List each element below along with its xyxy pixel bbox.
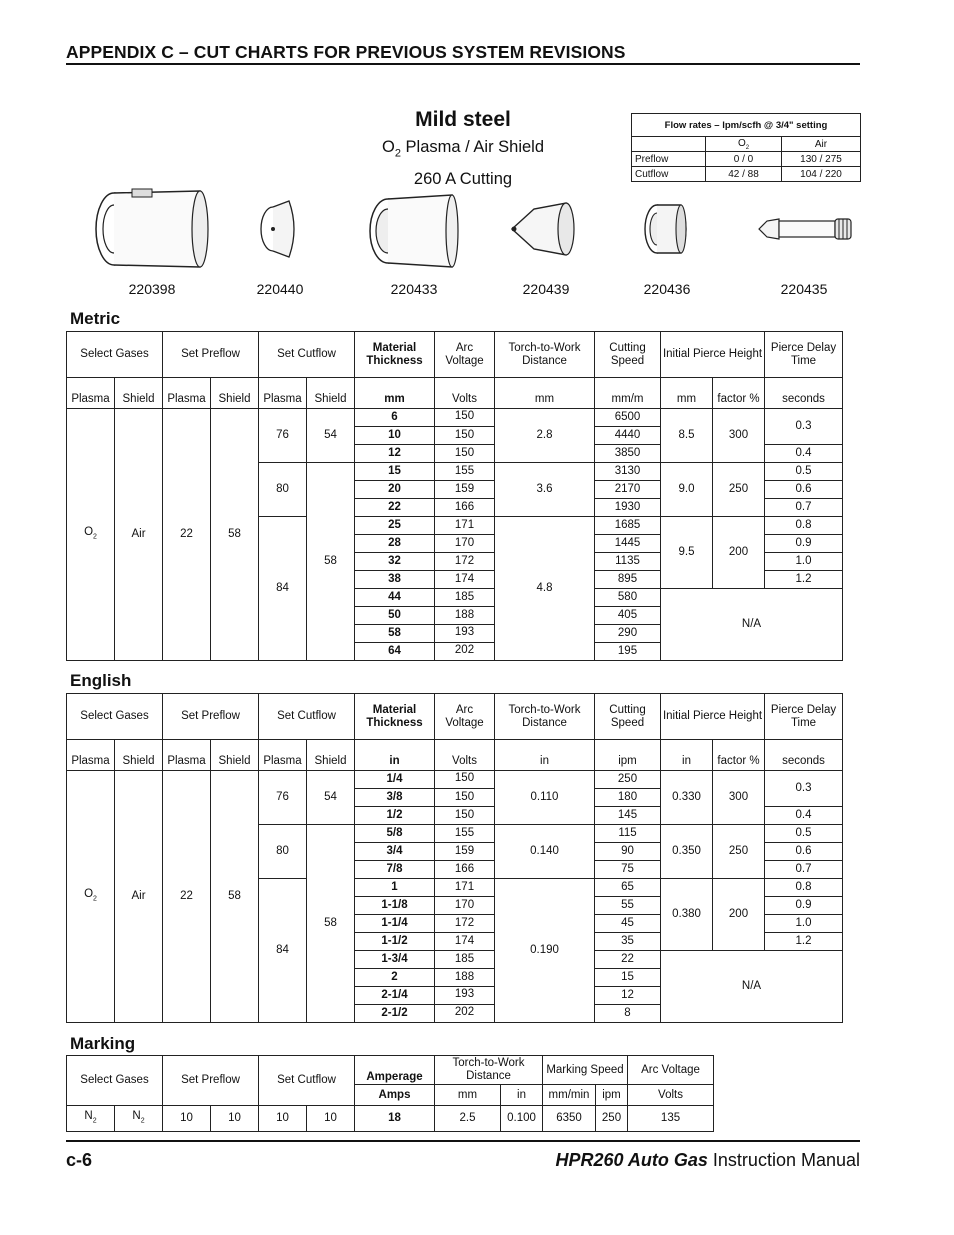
thickness-cell: 32 — [355, 553, 435, 571]
unit-shield: Shield — [211, 378, 259, 409]
mark-hdr-marking-speed: Marking Speed — [543, 1056, 628, 1085]
pierce-height: 0.330 — [661, 771, 713, 825]
swirl-ring-icon — [637, 185, 697, 273]
pierce-delay: 0.8 — [765, 517, 843, 535]
flow-row-label: Preflow — [632, 152, 706, 167]
speed-cell: 45 — [595, 915, 661, 933]
torch-distance: 2.8 — [495, 409, 595, 463]
nozzle-icon — [506, 185, 586, 273]
pierce-height: 9.0 — [661, 463, 713, 517]
speed-cell: 195 — [595, 643, 661, 661]
speed-cell: 250 — [595, 771, 661, 789]
unit-pierce-distance: mm — [661, 378, 713, 409]
unit-plasma: Plasma — [163, 740, 211, 771]
cutflow-plasma: 84 — [259, 517, 307, 661]
pierce-factor: 250 — [713, 825, 765, 879]
speed-cell: 1445 — [595, 535, 661, 553]
unit-thickness: in — [355, 740, 435, 771]
unit-distance: in — [495, 740, 595, 771]
voltage-cell: 171 — [435, 517, 495, 535]
part-number: 220439 — [522, 281, 570, 297]
voltage-cell: 170 — [435, 535, 495, 553]
speed-cell: 15 — [595, 969, 661, 987]
thickness-cell: 2 — [355, 969, 435, 987]
unit-shield: Shield — [115, 378, 163, 409]
mark-speed-mm: 6350 — [543, 1106, 596, 1132]
pierce-delay: 0.9 — [765, 535, 843, 553]
hdr-set-cutflow: Set Cutflow — [259, 694, 355, 740]
pierce-delay: 0.5 — [765, 825, 843, 843]
voltage-cell: 185 — [435, 951, 495, 969]
consumables-row — [66, 185, 860, 305]
thickness-cell: 1-3/4 — [355, 951, 435, 969]
unit-plasma: Plasma — [67, 740, 115, 771]
voltage-cell: 166 — [435, 861, 495, 879]
torch-distance: 0.190 — [495, 879, 595, 1023]
voltage-cell: 150 — [435, 409, 495, 427]
chart-heading — [330, 106, 596, 192]
mark-unit-in: in — [501, 1085, 543, 1106]
pierce-delay: 1.2 — [765, 571, 843, 589]
hdr-set-cutflow: Set Cutflow — [259, 332, 355, 378]
marking-label: Marking — [70, 1034, 136, 1053]
speed-cell: 55 — [595, 897, 661, 915]
unit-factor: factor % — [713, 378, 765, 409]
consumable-retaining-cap — [356, 185, 472, 297]
voltage-cell: 159 — [435, 481, 495, 499]
mark-hdr-arc-voltage: Arc Voltage — [628, 1056, 714, 1085]
thickness-cell: 5/8 — [355, 825, 435, 843]
flow-rates-table — [631, 113, 861, 182]
footer-rule — [66, 1140, 860, 1142]
thickness-cell: 25 — [355, 517, 435, 535]
pierce-height: 0.380 — [661, 879, 713, 951]
mark-speed-ipm: 250 — [596, 1106, 628, 1132]
mark-amps: 18 — [355, 1106, 435, 1132]
part-number: 220435 — [780, 281, 828, 297]
english-label: English — [70, 671, 132, 690]
speed-cell: 1685 — [595, 517, 661, 535]
cutflow-plasma: 80 — [259, 825, 307, 879]
speed-cell: 2170 — [595, 481, 661, 499]
cutflow-shield: 58 — [307, 463, 355, 661]
speed-cell: 65 — [595, 879, 661, 897]
mark-gas-shield: $N_2$ — [115, 1106, 163, 1132]
unit-thickness: mm — [355, 378, 435, 409]
thickness-cell: 20 — [355, 481, 435, 499]
voltage-cell: 155 — [435, 825, 495, 843]
current-subtitle: 260 A Cutting — [413, 170, 513, 189]
voltage-cell: 172 — [435, 553, 495, 571]
pierce-na: N/A — [661, 951, 843, 1023]
thickness-cell: 7/8 — [355, 861, 435, 879]
english-table — [66, 693, 843, 1023]
page-number: c-6 — [66, 1150, 93, 1170]
flow-corner — [632, 137, 706, 152]
speed-cell: 145 — [595, 807, 661, 825]
mark-distance-in: 0.100 — [501, 1106, 543, 1132]
thickness-cell: 3/8 — [355, 789, 435, 807]
hdr-pierce-delay: Pierce Delay Time — [765, 332, 843, 378]
voltage-cell: 188 — [435, 607, 495, 625]
unit-speed: mm/m — [595, 378, 661, 409]
electrode-icon — [749, 185, 859, 273]
part-number: 220436 — [643, 281, 691, 297]
speed-cell: 22 — [595, 951, 661, 969]
voltage-cell: 150 — [435, 771, 495, 789]
hdr-torch-to-work: Torch-to-Work Distance — [495, 332, 595, 378]
hdr-pierce-delay: Pierce Delay Time — [765, 694, 843, 740]
unit-plasma: Plasma — [259, 378, 307, 409]
speed-cell: 895 — [595, 571, 661, 589]
cutflow-plasma: 76 — [259, 771, 307, 825]
voltage-cell: 150 — [435, 807, 495, 825]
pierce-delay: 0.6 — [765, 843, 843, 861]
hdr-arc-voltage: Arc Voltage — [435, 332, 495, 378]
speed-cell: 580 — [595, 589, 661, 607]
mark-preflow-plasma: 10 — [163, 1106, 211, 1132]
cutflow-plasma: 84 — [259, 879, 307, 1023]
cutflow-plasma: 76 — [259, 409, 307, 463]
manual-label: Instruction Manual — [707, 1150, 860, 1170]
speed-cell: 405 — [595, 607, 661, 625]
mark-cutflow-plasma: 10 — [259, 1106, 307, 1132]
voltage-cell: 174 — [435, 571, 495, 589]
pierce-delay: 0.7 — [765, 499, 843, 517]
voltage-cell: 159 — [435, 843, 495, 861]
consumable-shield-cap — [82, 185, 222, 297]
mark-unit-mm: mm — [435, 1085, 501, 1106]
cutflow-plasma: 80 — [259, 463, 307, 517]
thickness-cell: 58 — [355, 625, 435, 643]
pierce-delay: 0.9 — [765, 897, 843, 915]
cutflow-shield: 58 — [307, 825, 355, 1023]
pierce-delay: 0.4 — [765, 445, 843, 463]
unit-shield: Shield — [211, 740, 259, 771]
hdr-set-preflow: Set Preflow — [163, 332, 259, 378]
part-number: 220398 — [128, 281, 176, 297]
thickness-cell: 44 — [355, 589, 435, 607]
marking-table — [66, 1055, 714, 1132]
speed-cell: 115 — [595, 825, 661, 843]
mark-unit-volts: Volts — [628, 1085, 714, 1106]
metric-table — [66, 331, 843, 661]
gas-rest: Plasma / Air Shield — [400, 138, 545, 156]
manual-title — [556, 1150, 860, 1171]
shield-cap-icon — [88, 185, 216, 273]
flow-col-air: Air — [782, 137, 861, 152]
pierce-height: 9.5 — [661, 517, 713, 589]
pierce-factor: 300 — [713, 409, 765, 463]
flow-cell: 0 / 0 — [706, 152, 782, 167]
consumable-nozzle — [496, 185, 596, 297]
mark-distance-mm: 2.5 — [435, 1106, 501, 1132]
gas-plasma: $O_2$ — [67, 409, 115, 661]
material-title: Mild steel — [415, 108, 511, 131]
mark-cutflow-shield: 10 — [307, 1106, 355, 1132]
thickness-cell: 3/4 — [355, 843, 435, 861]
voltage-cell: 171 — [435, 879, 495, 897]
unit-seconds: seconds — [765, 378, 843, 409]
unit-shield: Shield — [115, 740, 163, 771]
voltage-cell: 166 — [435, 499, 495, 517]
hdr-initial-pierce: Initial Pierce Height — [661, 694, 765, 740]
cutflow-shield: 54 — [307, 409, 355, 463]
gas-prefix: O — [381, 138, 395, 156]
pierce-delay: 0.4 — [765, 807, 843, 825]
preflow-plasma: 22 — [163, 409, 211, 661]
torch-distance: 4.8 — [495, 517, 595, 661]
unit-distance: mm — [495, 378, 595, 409]
pierce-height: 0.350 — [661, 825, 713, 879]
speed-cell: 1930 — [595, 499, 661, 517]
consumable-swirl-ring — [622, 185, 712, 297]
gas-plasma: $O_2$ — [67, 771, 115, 1023]
mark-unit-ipm: ipm — [596, 1085, 628, 1106]
pierce-factor: 200 — [713, 879, 765, 951]
mark-gas-plasma: $N_2$ — [67, 1106, 115, 1132]
voltage-cell: 174 — [435, 933, 495, 951]
mark-hdr-torch-to-work: Torch-to-Work Distance — [435, 1056, 543, 1085]
voltage-cell: 170 — [435, 897, 495, 915]
pierce-factor: 250 — [713, 463, 765, 517]
thickness-cell: 1-1/4 — [355, 915, 435, 933]
voltage-cell: 202 — [435, 643, 495, 661]
flow-caption: Flow rates – lpm/scfh @ 3/4" setting — [632, 114, 861, 137]
pierce-delay: 0.3 — [765, 771, 843, 807]
gas-sub: 2 — [394, 147, 401, 160]
voltage-cell: 193 — [435, 987, 495, 1005]
consumable-shield — [250, 185, 310, 297]
hdr-arc-voltage: Arc Voltage — [435, 694, 495, 740]
retaining-cap-icon — [364, 185, 464, 273]
speed-cell: 35 — [595, 933, 661, 951]
thickness-cell: 6 — [355, 409, 435, 427]
speed-cell: 290 — [595, 625, 661, 643]
speed-cell: 1135 — [595, 553, 661, 571]
pierce-delay: 1.2 — [765, 933, 843, 951]
torch-distance: 0.110 — [495, 771, 595, 825]
voltage-cell: 188 — [435, 969, 495, 987]
mark-preflow-shield: 10 — [211, 1106, 259, 1132]
unit-speed: ipm — [595, 740, 661, 771]
thickness-cell: 2-1/2 — [355, 1005, 435, 1023]
mark-unit-mmmin: mm/min — [543, 1085, 596, 1106]
speed-cell: 180 — [595, 789, 661, 807]
hdr-set-preflow: Set Preflow — [163, 694, 259, 740]
voltage-cell: 150 — [435, 445, 495, 463]
voltage-cell: 150 — [435, 427, 495, 445]
flow-row-label: Cutflow — [632, 167, 706, 182]
pierce-delay: 0.6 — [765, 481, 843, 499]
torch-distance: 0.140 — [495, 825, 595, 879]
part-number: 220433 — [390, 281, 438, 297]
consumable-electrode — [744, 185, 864, 297]
mark-hdr-set-cutflow: Set Cutflow — [259, 1056, 355, 1106]
pierce-height: 8.5 — [661, 409, 713, 463]
pierce-na: N/A — [661, 589, 843, 661]
voltage-cell: 202 — [435, 1005, 495, 1023]
hdr-cutting-speed: Cutting Speed — [595, 694, 661, 740]
thickness-cell: 22 — [355, 499, 435, 517]
unit-plasma: Plasma — [163, 378, 211, 409]
hdr-material-thickness: Material Thickness — [355, 694, 435, 740]
thickness-cell: 38 — [355, 571, 435, 589]
hdr-initial-pierce: Initial Pierce Height — [661, 332, 765, 378]
thickness-cell: 1-1/8 — [355, 897, 435, 915]
speed-cell: 90 — [595, 843, 661, 861]
gas-shield: Air — [115, 409, 163, 661]
pierce-factor: 300 — [713, 771, 765, 825]
voltage-cell: 193 — [435, 625, 495, 643]
torch-distance: 3.6 — [495, 463, 595, 517]
voltage-cell: 150 — [435, 789, 495, 807]
unit-seconds: seconds — [765, 740, 843, 771]
shield-icon — [255, 185, 305, 273]
header-rule — [66, 63, 860, 65]
hdr-cutting-speed: Cutting Speed — [595, 332, 661, 378]
mark-unit-amps: Amps — [355, 1085, 435, 1106]
hdr-material-thickness: Material Thickness — [355, 332, 435, 378]
speed-cell: 3130 — [595, 463, 661, 481]
cutflow-shield: 54 — [307, 771, 355, 825]
unit-voltage: Volts — [435, 378, 495, 409]
pierce-delay: 0.7 — [765, 861, 843, 879]
preflow-plasma: 22 — [163, 771, 211, 1023]
unit-shield: Shield — [307, 378, 355, 409]
flow-cell: 42 / 88 — [706, 167, 782, 182]
mark-hdr-select-gases: Select Gases — [67, 1056, 163, 1106]
pierce-delay: 0.5 — [765, 463, 843, 481]
hdr-select-gases: Select Gases — [67, 332, 163, 378]
speed-cell: 3850 — [595, 445, 661, 463]
thickness-cell: 64 — [355, 643, 435, 661]
voltage-cell: 155 — [435, 463, 495, 481]
unit-shield: Shield — [307, 740, 355, 771]
preflow-shield: 58 — [211, 409, 259, 661]
thickness-cell: 12 — [355, 445, 435, 463]
thickness-cell: 28 — [355, 535, 435, 553]
unit-factor: factor % — [713, 740, 765, 771]
pierce-delay: 0.3 — [765, 409, 843, 445]
flow-col-o2: $O_2$ — [706, 137, 782, 152]
pierce-delay: 1.0 — [765, 915, 843, 933]
thickness-cell: 1/2 — [355, 807, 435, 825]
speed-cell: 6500 — [595, 409, 661, 427]
flow-cell: 104 / 220 — [782, 167, 861, 182]
thickness-cell: 2-1/4 — [355, 987, 435, 1005]
thickness-cell: 1-1/2 — [355, 933, 435, 951]
pierce-delay: 0.8 — [765, 879, 843, 897]
hdr-select-gases: Select Gases — [67, 694, 163, 740]
unit-voltage: Volts — [435, 740, 495, 771]
speed-cell: 4440 — [595, 427, 661, 445]
pierce-delay: 1.0 — [765, 553, 843, 571]
flow-cell: 130 / 275 — [782, 152, 861, 167]
thickness-cell: 15 — [355, 463, 435, 481]
unit-pierce-distance: in — [661, 740, 713, 771]
speed-cell: 8 — [595, 1005, 661, 1023]
speed-cell: 75 — [595, 861, 661, 879]
thickness-cell: 10 — [355, 427, 435, 445]
unit-plasma: Plasma — [67, 378, 115, 409]
unit-plasma: Plasma — [259, 740, 307, 771]
pierce-factor: 200 — [713, 517, 765, 589]
part-number: 220440 — [256, 281, 304, 297]
gas-shield: Air — [115, 771, 163, 1023]
page-header-title: APPENDIX C – CUT CHARTS FOR PREVIOUS SYSTEM REVISIONS — [66, 42, 626, 62]
mark-hdr-amperage: Amperage — [355, 1056, 435, 1085]
product-name: HPR260 Auto Gas — [555, 1150, 708, 1170]
voltage-cell: 172 — [435, 915, 495, 933]
metric-label: Metric — [70, 309, 121, 328]
mark-hdr-set-preflow: Set Preflow — [163, 1056, 259, 1106]
mark-volts: 135 — [628, 1106, 714, 1132]
thickness-cell: 1/4 — [355, 771, 435, 789]
voltage-cell: 185 — [435, 589, 495, 607]
thickness-cell: 50 — [355, 607, 435, 625]
preflow-shield: 58 — [211, 771, 259, 1023]
thickness-cell: 1 — [355, 879, 435, 897]
gas-subtitle — [330, 134, 596, 166]
hdr-torch-to-work: Torch-to-Work Distance — [495, 694, 595, 740]
speed-cell: 12 — [595, 987, 661, 1005]
